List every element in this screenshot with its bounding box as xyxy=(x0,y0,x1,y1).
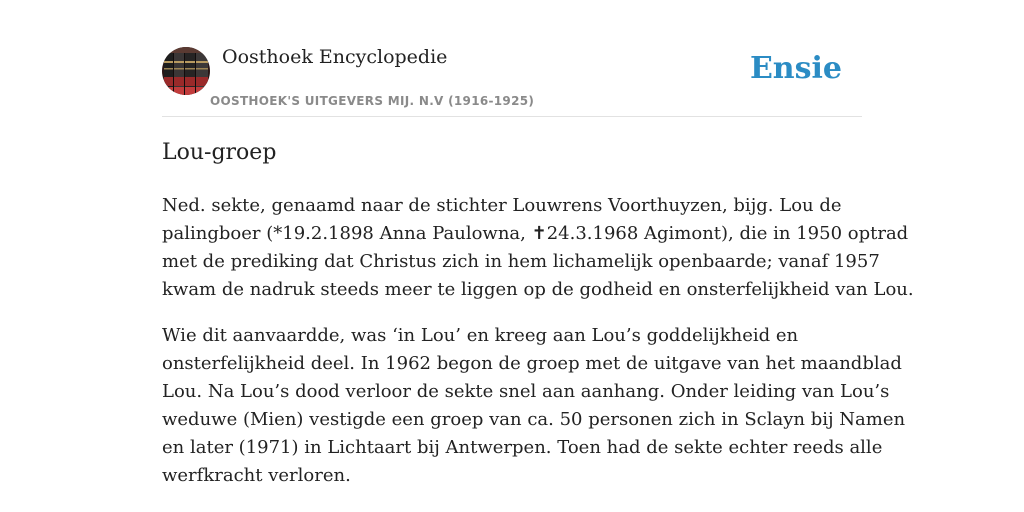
paragraph-line: werfkracht verloren. xyxy=(162,465,351,486)
article-paragraph xyxy=(162,192,914,304)
publisher-label: OOSTHOEK'S UITGEVERS MIJ. N.V (1916-1925) xyxy=(210,94,535,108)
article-title: Lou-groep xyxy=(162,140,277,165)
paragraph-line: Ned. sekte, genaamd naar de stichter Louwrens Voorthuyzen, bijg. Lou de xyxy=(162,195,842,216)
paragraph-line: Wie dit aanvaardde, was ‘in Lou’ en kreeg aan Lou’s goddelijkheid en xyxy=(162,325,799,346)
brand-logo-link[interactable]: Ensie xyxy=(749,51,842,86)
paragraph-line: kwam de nadruk steeds meer te liggen op de godheid en onsterfelijkheid van Lou. xyxy=(162,279,914,300)
encyclopedia-books-icon[interactable] xyxy=(162,47,210,95)
paragraph-line: onsterfelijkheid deel. In 1962 begon de groep met de uitgave van het maandblad xyxy=(162,353,902,374)
paragraph-line: met de prediking dat Christus zich in hem lichamelijk openbaarde; vanaf 1957 xyxy=(162,251,880,272)
header xyxy=(162,44,862,117)
article-paragraph xyxy=(162,322,906,490)
paragraph-line: Lou. Na Lou’s dood verloor de sekte snel aan aanhang. Onder leiding van Lou’s xyxy=(162,381,890,402)
paragraph-line: en later (1971) in Lichtaart bij Antwerpen. Toen had de sekte echter reeds alle xyxy=(162,437,883,458)
site-name[interactable]: Oosthoek Encyclopedie xyxy=(222,46,448,68)
article-body xyxy=(162,192,914,508)
paragraph-line: weduwe (Mien) vestigde een groep van ca. 50 personen zich in Sclayn bij Namen xyxy=(162,409,906,430)
paragraph-line: palingboer (*19.2.1898 Anna Paulowna, ✝24.3.1968 Agimont), die in 1950 optrad xyxy=(162,223,909,244)
